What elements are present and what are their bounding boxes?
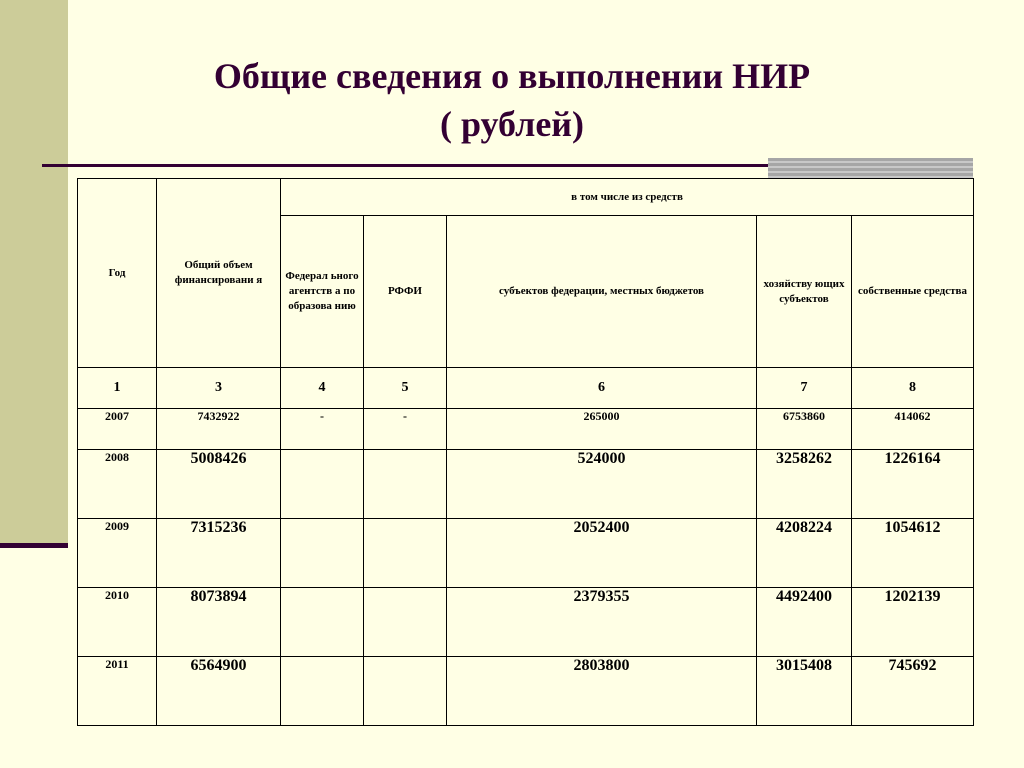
cell-business: 3015408 [757,657,852,726]
cell-total: 6564900 [157,657,281,726]
header-rffi: РФФИ [364,216,447,368]
cell-total: 7315236 [157,519,281,588]
cell-regional: 2803800 [447,657,757,726]
cell-regional: 2052400 [447,519,757,588]
cell-rffi [364,588,447,657]
cell-regional: 2379355 [447,588,757,657]
title-line-1: Общие сведения о выполнении НИР [213,56,811,96]
slide-title [0,52,1024,148]
cell-business: 3258262 [757,450,852,519]
cell-own: 1202139 [852,588,974,657]
table-row [78,450,974,519]
decor-grey-block [768,158,973,180]
cell-rffi [364,519,447,588]
table-row [78,588,974,657]
cell-year: 2008 [78,450,157,519]
cell-own: 745692 [852,657,974,726]
cell-own: 1226164 [852,450,974,519]
cell-federal: - [281,409,364,450]
cell-total: 8073894 [157,588,281,657]
table-row [78,409,974,450]
column-number: 3 [157,368,281,409]
header-year: Год [78,179,157,368]
cell-rffi [364,657,447,726]
header-row-1 [78,179,974,216]
column-number: 6 [447,368,757,409]
cell-year: 2010 [78,588,157,657]
column-number: 7 [757,368,852,409]
column-number: 8 [852,368,974,409]
cell-federal [281,657,364,726]
cell-federal [281,450,364,519]
cell-rffi: - [364,409,447,450]
header-total: Общий объем финансировани я [157,179,281,368]
header-business: хозяйству ющих субъектов [757,216,852,368]
cell-total: 7432922 [157,409,281,450]
cell-business: 4492400 [757,588,852,657]
cell-own: 1054612 [852,519,974,588]
header-own: собственные средства [852,216,974,368]
cell-year: 2007 [78,409,157,450]
column-number: 1 [78,368,157,409]
header-regional: субъектов федерации, местных бюджетов [447,216,757,368]
cell-total: 5008426 [157,450,281,519]
funding-table [77,178,974,726]
cell-year: 2011 [78,657,157,726]
cell-own: 414062 [852,409,974,450]
cell-business: 4208224 [757,519,852,588]
header-group: в том числе из средств [281,179,974,216]
cell-business: 6753860 [757,409,852,450]
table-row [78,657,974,726]
title-line-2: ( рублей) [439,104,585,144]
header-federal: Федерал ьного агентств а по образова нию [281,216,364,368]
cell-federal [281,588,364,657]
table-row [78,519,974,588]
cell-rffi [364,450,447,519]
column-number: 4 [281,368,364,409]
cell-year: 2009 [78,519,157,588]
left-decor-accent [0,543,68,548]
cell-federal [281,519,364,588]
column-number: 5 [364,368,447,409]
column-number-row [78,368,974,409]
cell-regional: 265000 [447,409,757,450]
cell-regional: 524000 [447,450,757,519]
